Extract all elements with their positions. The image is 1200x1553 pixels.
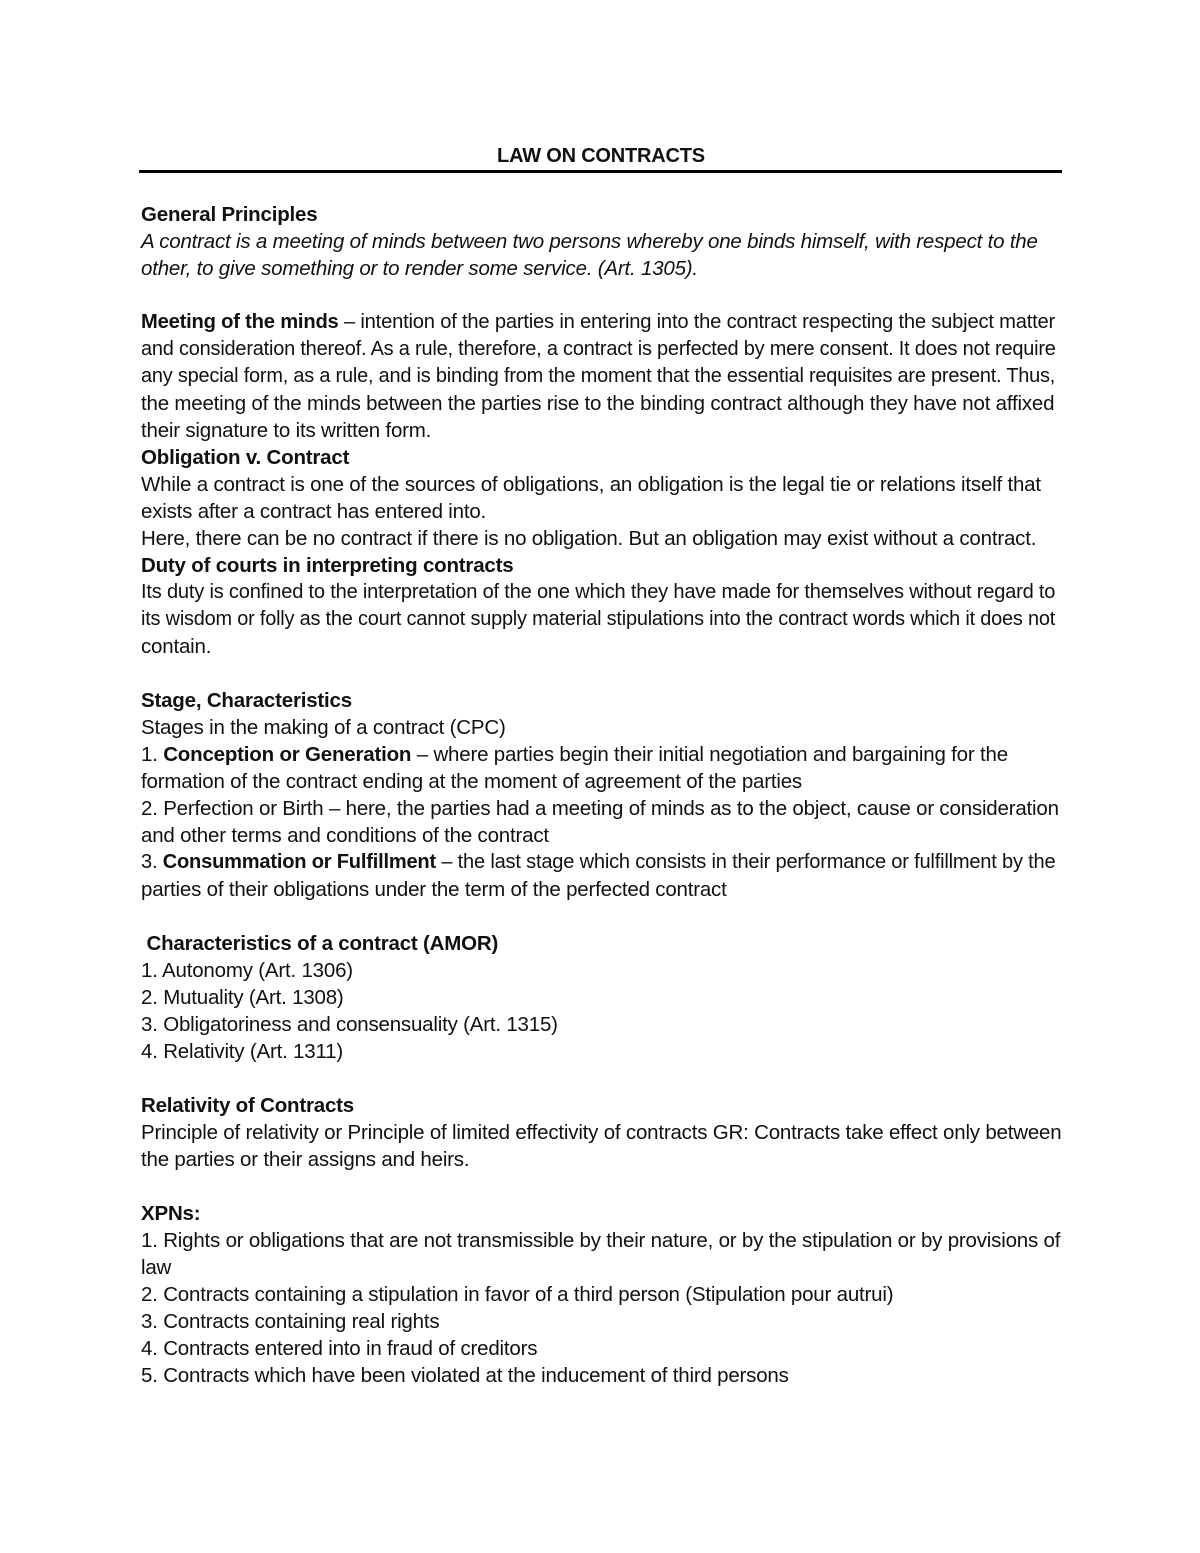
stage-item: 2. Perfection or Birth – here, the parties had a meeting of minds as to the object, cause or consideration xyxy=(141,797,1059,820)
meeting-of-minds-line: and consideration thereof. As a rule, therefore, a contract is perfected by mere consent. It does not require xyxy=(141,338,1056,360)
spacer xyxy=(141,903,1061,930)
stages-heading: Stage, Characteristics xyxy=(141,689,352,712)
stage-description: – where parties begin their initial negotiation and bargaining for the xyxy=(411,743,1008,766)
duty-of-courts-line: its wisdom or folly as the court cannot supply material stipulations into the contract words which it does not xyxy=(141,608,1056,630)
duty-of-courts-heading: Duty of courts in interpreting contracts xyxy=(141,554,514,577)
spacer xyxy=(141,1173,1061,1200)
meeting-of-minds-line: their signature to its written form. xyxy=(141,419,432,442)
meeting-of-minds-line: any special form, as a rule, and is binding from the moment that the essential requisites are present. Thus, xyxy=(141,365,1056,387)
obligation-line: exists after a contract has entered into. xyxy=(141,500,487,523)
spacer xyxy=(141,660,1061,687)
relativity-line: Principle of relativity or Principle of limited effectivity of contracts GR: Contracts take effect only between xyxy=(141,1121,1062,1144)
relativity-heading: Relativity of Contracts xyxy=(141,1094,354,1117)
xpns-item-continuation: law xyxy=(141,1256,172,1279)
meeting-of-minds-line: the meeting of the minds between the parties rise to the binding contract although they have not affixed xyxy=(141,392,1055,415)
xpns-item: 2. Contracts containing a stipulation in favor of a third person (Stipulation pour autrui) xyxy=(141,1283,894,1306)
stage-description: – the last stage which consists in their performance or fulfillment by the xyxy=(435,851,1056,873)
general-principles-line: other, to give something or to render some service. (Art. 1305). xyxy=(141,257,698,280)
xpns-item: 4. Contracts entered into in fraud of creditors xyxy=(141,1337,538,1360)
document-body xyxy=(141,201,1061,1389)
stage-item-continuation: parties of their obligations under the term of the perfected contract xyxy=(141,878,727,901)
characteristic-item: 2. Mutuality (Art. 1308) xyxy=(141,986,344,1009)
characteristic-item: 4. Relativity (Art. 1311) xyxy=(141,1040,343,1063)
characteristics-heading: Characteristics of a contract (AMOR) xyxy=(141,932,499,955)
stage-number: 1. xyxy=(141,743,164,766)
xpns-item: 1. Rights or obligations that are not transmissible by their nature, or by the stipulation or by provisions of xyxy=(141,1229,1061,1252)
duty-of-courts-line: Its duty is confined to the interpretation of the one which they have made for themselves without regard to xyxy=(141,581,1056,603)
meeting-of-minds-definition: – intention of the parties in entering into the contract respecting the subject matter xyxy=(338,311,1056,333)
general-principles-heading: General Principles xyxy=(141,203,318,226)
stage-item-continuation: formation of the contract ending at the moment of agreement of the parties xyxy=(141,770,802,793)
stage-item xyxy=(141,741,1061,768)
obligation-line: While a contract is one of the sources of obligations, an obligation is the legal tie or relations itself that xyxy=(141,473,1041,496)
stage-term: Consummation or Fulfillment xyxy=(162,851,436,873)
duty-of-courts-line: contain. xyxy=(141,635,212,658)
obligation-heading: Obligation v. Contract xyxy=(141,446,350,469)
title-divider xyxy=(139,170,1062,173)
stage-item xyxy=(141,849,1061,876)
characteristic-item: 1. Autonomy (Art. 1306) xyxy=(141,959,353,982)
relativity-line: the parties or their assigns and heirs. xyxy=(141,1148,470,1171)
stage-item-continuation: and other terms and conditions of the contract xyxy=(141,824,549,847)
meeting-of-minds-term: Meeting of the minds xyxy=(141,311,339,333)
xpns-heading: XPNs: xyxy=(141,1202,201,1225)
xpns-item: 5. Contracts which have been violated at the inducement of third persons xyxy=(141,1364,789,1387)
meeting-of-minds-line xyxy=(141,309,1061,336)
general-principles-line: A contract is a meeting of minds between two persons whereby one binds himself, with respect to the xyxy=(141,230,1038,253)
obligation-line: Here, there can be no contract if there is no obligation. But an obligation may exist without a contract. xyxy=(141,527,1037,550)
characteristic-item: 3. Obligatoriness and consensuality (Art. 1315) xyxy=(141,1013,558,1036)
spacer xyxy=(141,1065,1061,1092)
spacer xyxy=(141,282,1061,309)
stage-number: 3. xyxy=(141,851,163,873)
xpns-item: 3. Contracts containing real rights xyxy=(141,1310,440,1333)
document-title: LAW ON CONTRACTS xyxy=(497,145,705,167)
stage-term: Conception or Generation xyxy=(163,743,412,766)
stages-intro: Stages in the making of a contract (CPC) xyxy=(141,716,506,739)
